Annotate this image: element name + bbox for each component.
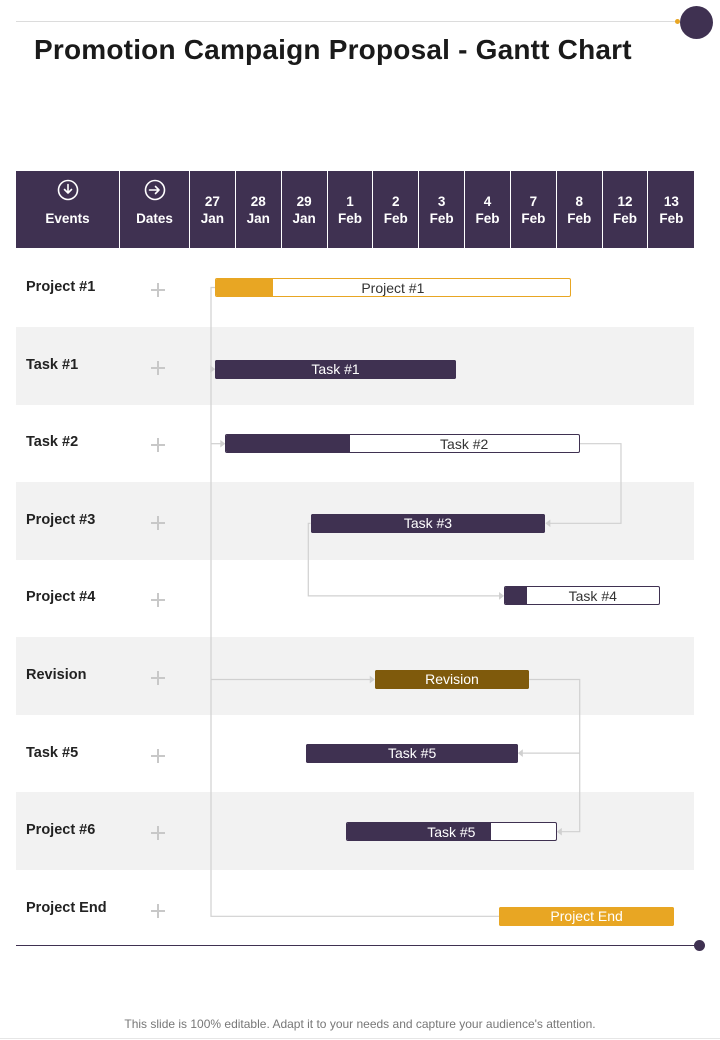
bar-label: Project End xyxy=(550,907,623,924)
event-label: Project #3 xyxy=(26,511,96,528)
bar-label: Task #1 xyxy=(311,360,360,377)
event-label: Task #5 xyxy=(26,744,79,761)
footer-rule xyxy=(0,1038,720,1039)
date-month: Feb xyxy=(383,211,408,226)
add-date-plus-icon[interactable] xyxy=(151,904,165,918)
add-date-plus-icon[interactable] xyxy=(151,361,165,375)
bar-label: Task #3 xyxy=(403,514,453,531)
top-circle-decoration xyxy=(680,6,713,39)
top-rule xyxy=(16,21,678,22)
date-month: Feb xyxy=(337,211,362,226)
date-header-cell xyxy=(236,171,282,248)
date-month: Feb xyxy=(429,211,454,226)
date-day: 2 xyxy=(392,194,400,209)
bar-progress-fill xyxy=(226,435,349,452)
add-date-plus-icon[interactable] xyxy=(151,438,165,452)
date-header-cell xyxy=(282,171,328,248)
date-day: 4 xyxy=(483,194,492,209)
date-day: 27 xyxy=(204,194,220,209)
bar-label: Task #5 xyxy=(427,824,476,841)
date-header-cell xyxy=(557,171,603,248)
date-header-cell xyxy=(328,171,374,248)
bar-label: Task #5 xyxy=(388,744,437,761)
bar-label: Task #4 xyxy=(568,588,617,605)
date-header-cell xyxy=(603,171,649,248)
gantt-row xyxy=(16,637,694,715)
date-header-cell xyxy=(511,171,557,248)
gantt-bar[interactable] xyxy=(504,586,660,605)
date-day: 28 xyxy=(250,194,266,209)
event-label: Project #4 xyxy=(26,589,96,606)
gantt-bar[interactable] xyxy=(306,744,517,763)
event-label: Project #6 xyxy=(26,822,96,839)
date-header-cell xyxy=(190,171,236,248)
event-label: Task #2 xyxy=(26,434,79,451)
date-header-cell xyxy=(373,171,419,248)
date-month: Jan xyxy=(246,211,270,226)
gantt-bar[interactable] xyxy=(499,907,673,926)
date-day: 29 xyxy=(296,194,312,209)
gantt-bar[interactable] xyxy=(215,278,570,297)
date-day: 12 xyxy=(617,194,633,209)
date-day: 8 xyxy=(575,194,583,209)
events-header-cell xyxy=(16,171,120,248)
date-day: 7 xyxy=(529,194,538,209)
bar-label: Revision xyxy=(425,671,479,687)
add-date-plus-icon[interactable] xyxy=(151,671,165,685)
add-date-plus-icon[interactable] xyxy=(151,593,165,607)
date-month: Feb xyxy=(613,211,638,226)
date-month: Jan xyxy=(200,211,225,226)
bar-progress-fill xyxy=(505,587,527,604)
footer-note: This slide is 100% editable. Adapt it to your needs and capture your audience's attention. xyxy=(124,1017,596,1031)
event-label: Project End xyxy=(26,899,107,916)
date-month: Feb xyxy=(567,211,592,226)
timeline-end-dot xyxy=(694,940,705,951)
date-month: Feb xyxy=(475,211,500,226)
date-day: 13 xyxy=(663,194,679,209)
dates-header-label: Dates xyxy=(136,211,173,226)
bar-label: Project #1 xyxy=(361,280,425,296)
event-label: Task #1 xyxy=(26,356,79,373)
gantt-header xyxy=(16,171,694,248)
date-month: Feb xyxy=(659,211,684,226)
date-month: Jan xyxy=(292,211,316,226)
add-date-plus-icon[interactable] xyxy=(151,283,165,297)
add-date-plus-icon[interactable] xyxy=(151,749,165,763)
arrow-right-circle-icon xyxy=(144,179,166,201)
event-label: Revision xyxy=(26,667,87,683)
gantt-bar[interactable] xyxy=(215,360,456,379)
gantt-bar[interactable] xyxy=(225,434,579,453)
event-label: Project #1 xyxy=(26,279,96,295)
gantt-bar[interactable] xyxy=(311,514,546,533)
date-header-cell xyxy=(419,171,465,248)
date-month: Feb xyxy=(521,211,546,226)
gantt-bar[interactable] xyxy=(375,670,530,689)
date-header-cell xyxy=(465,171,511,248)
download-circle-icon xyxy=(57,179,79,201)
date-header-cell xyxy=(649,171,695,248)
events-header-label: Events xyxy=(45,211,90,226)
date-day: 3 xyxy=(437,194,446,209)
timeline-bottom-rule xyxy=(16,945,700,946)
add-date-plus-icon[interactable] xyxy=(151,516,165,530)
add-date-plus-icon[interactable] xyxy=(151,826,165,840)
bar-label: Task #2 xyxy=(440,436,489,453)
gantt-bar[interactable] xyxy=(346,822,557,841)
date-day: 1 xyxy=(346,194,354,209)
page-title: Promotion Campaign Proposal - Gantt Chart xyxy=(34,34,632,65)
dates-header-cell xyxy=(120,171,190,248)
